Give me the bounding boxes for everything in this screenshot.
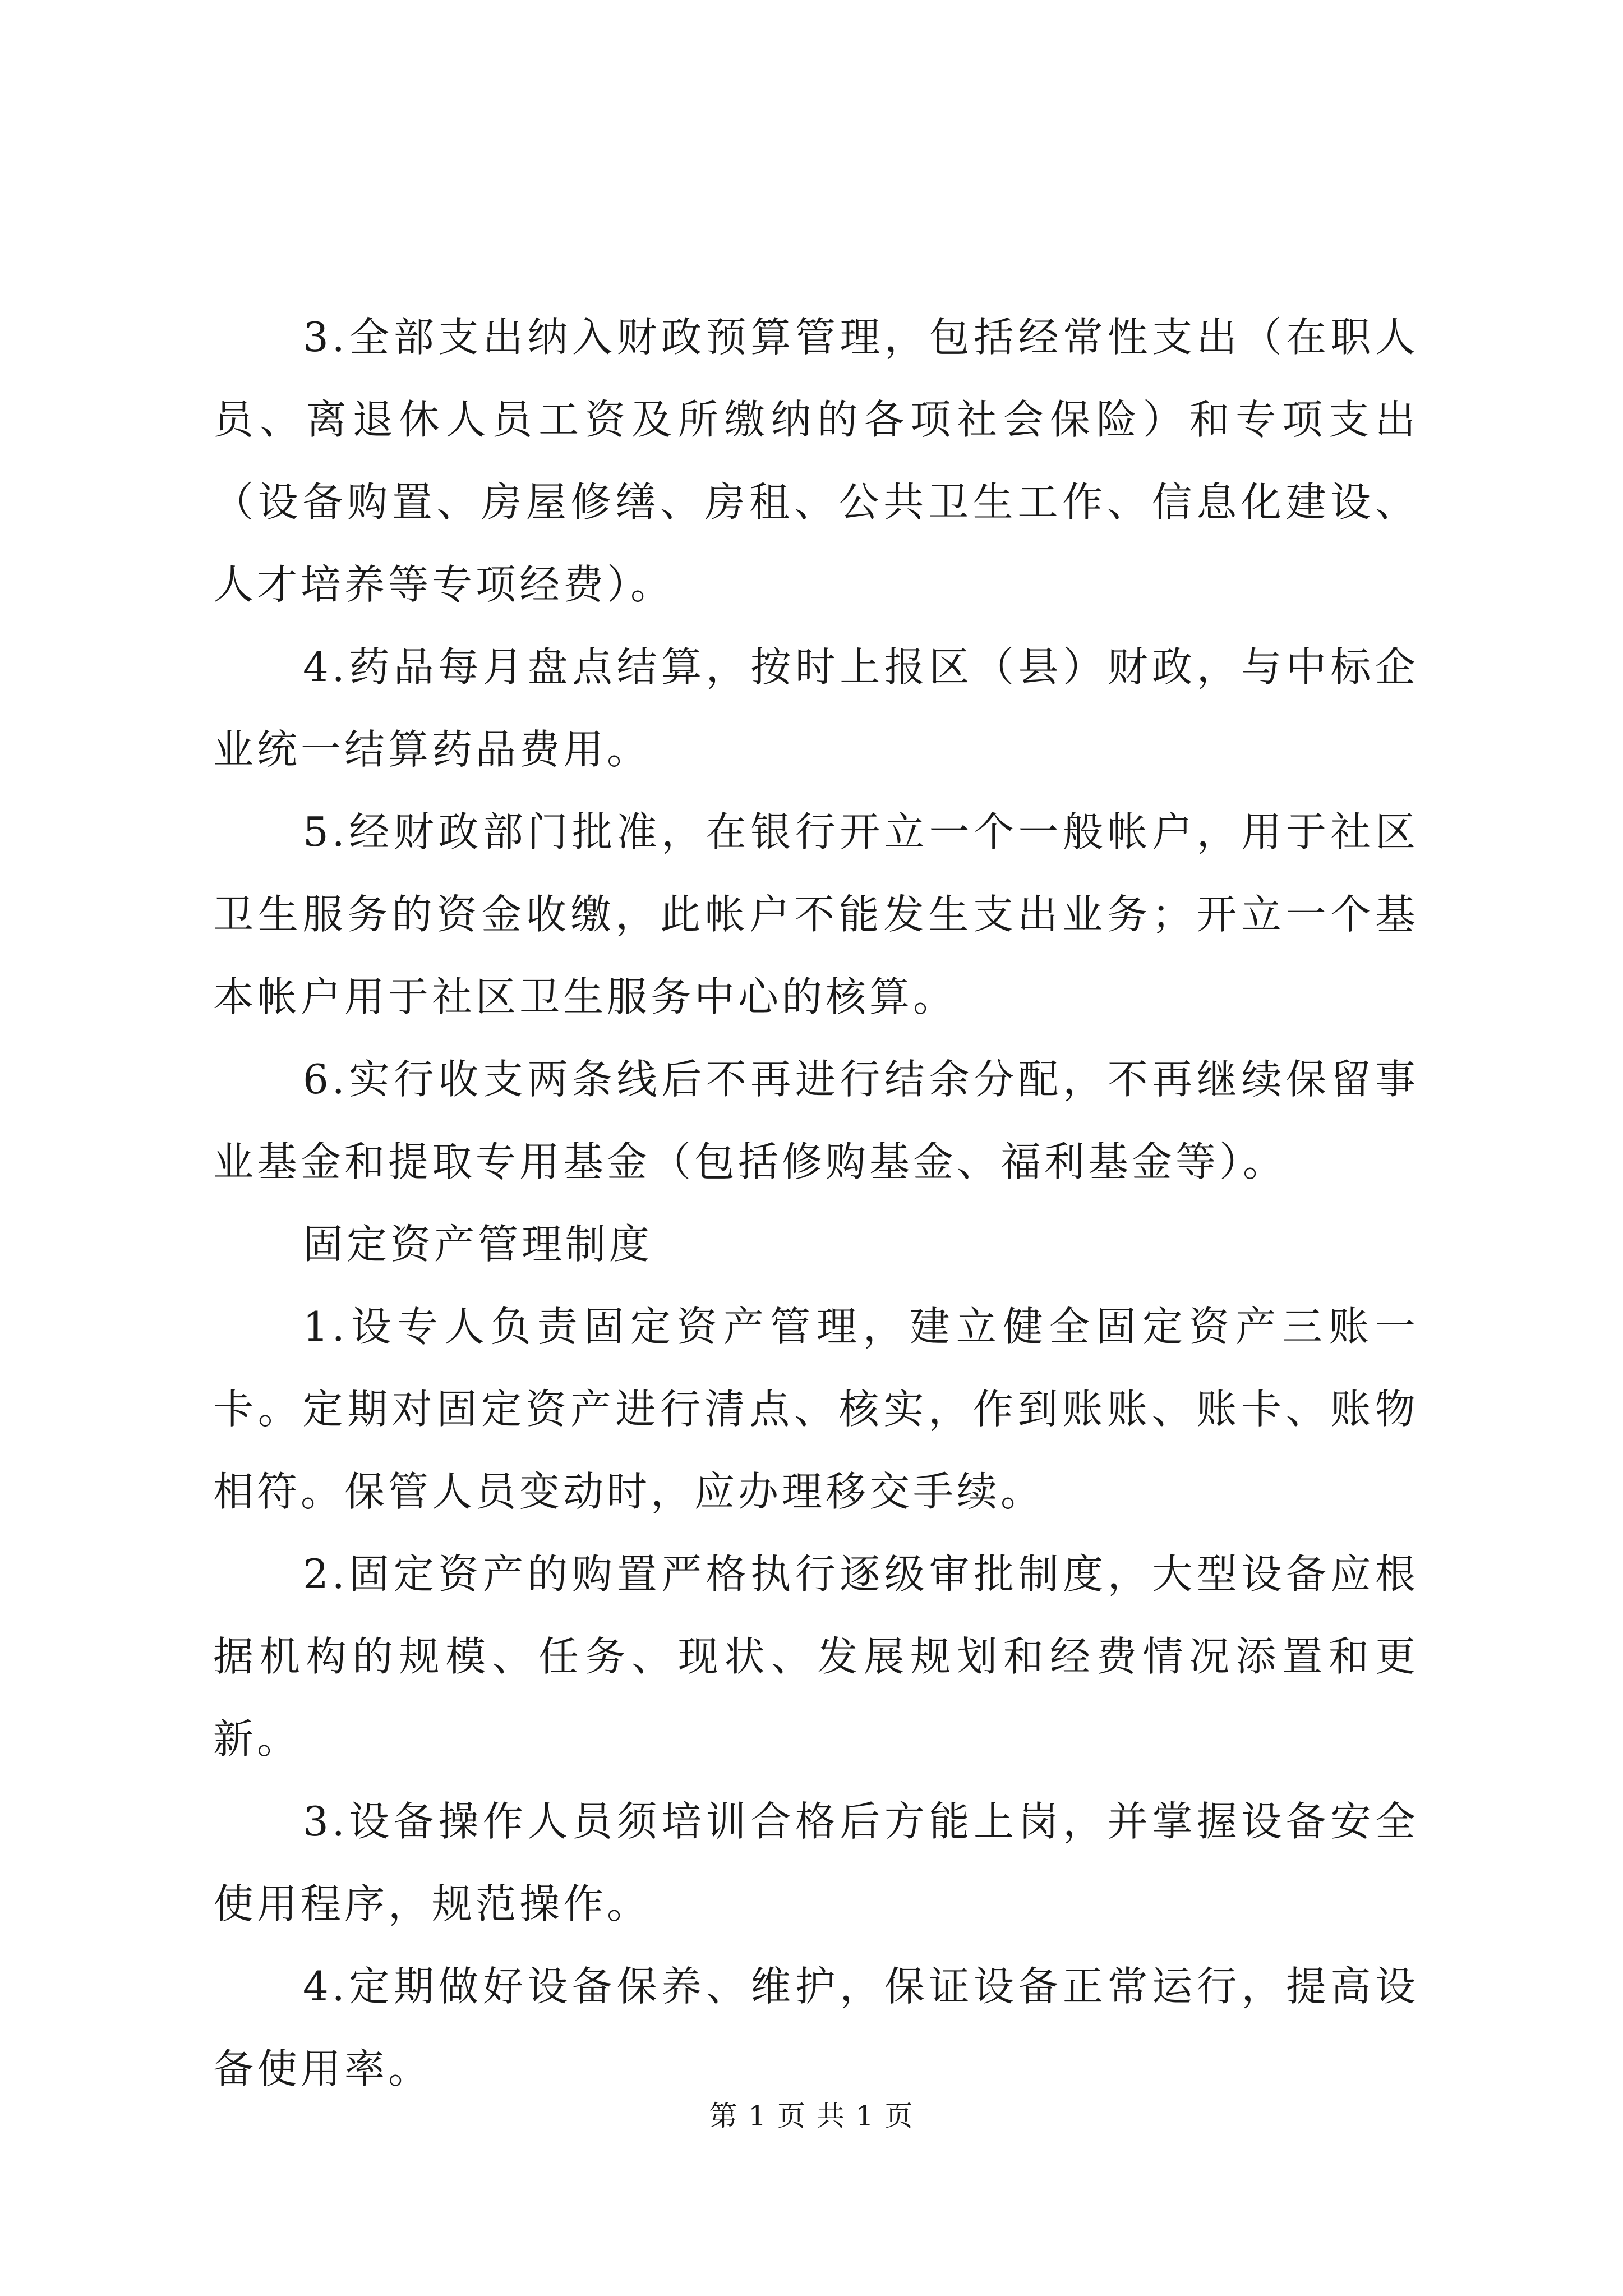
document-body	[213, 296, 1419, 2110]
paragraph-expenditure-budget: 3.全部支出纳入财政预算管理，包括经常性支出（在职人员、离退休人员工资及所缴纳的各项社会保险）和专项支出（设备购置、房屋修缮、房租、公共卫生工作、信息化建设、人才培养等专项经费）。	[213, 314, 1419, 608]
section-heading-fixed-assets: 固定资产管理制度	[303, 1221, 653, 1268]
paragraph-operator-training: 3.设备操作人员须培训合格后方能上岗，并掌握设备安全使用程序，规范操作。	[213, 1798, 1419, 1927]
paragraph-equipment-maintenance: 4.定期做好设备保养、维护，保证设备正常运行，提高设备使用率。	[213, 1963, 1419, 2092]
paragraph-asset-custodian: 1.设专人负责固定资产管理，建立健全固定资产三账一卡。定期对固定资产进行清点、核实，作到账账、账卡、账物相符。保管人员变动时，应办理移交手续。	[213, 1303, 1419, 1515]
paragraph-asset-purchase: 2.固定资产的购置严格执行逐级审批制度，大型设备应根据机构的规模、任务、现状、发展规划和经费情况添置和更新。	[213, 1550, 1419, 1763]
page-number-footer: 第 1 页 共 1 页	[709, 2100, 914, 2132]
paragraph-drug-settlement: 4.药品每月盘点结算，按时上报区（县）财政，与中标企业统一结算药品费用。	[213, 643, 1419, 773]
paragraph-bank-accounts: 5.经财政部门批准，在银行开立一个一般帐户，用于社区卫生服务的资金收缴，此帐户不能发生支出业务；开立一个基本帐户用于社区卫生服务中心的核算。	[213, 808, 1419, 1020]
paragraph-surplus-distribution: 6.实行收支两条线后不再进行结余分配，不再继续保留事业基金和提取专用基金（包括修购基金、福利基金等）。	[213, 1056, 1419, 1185]
